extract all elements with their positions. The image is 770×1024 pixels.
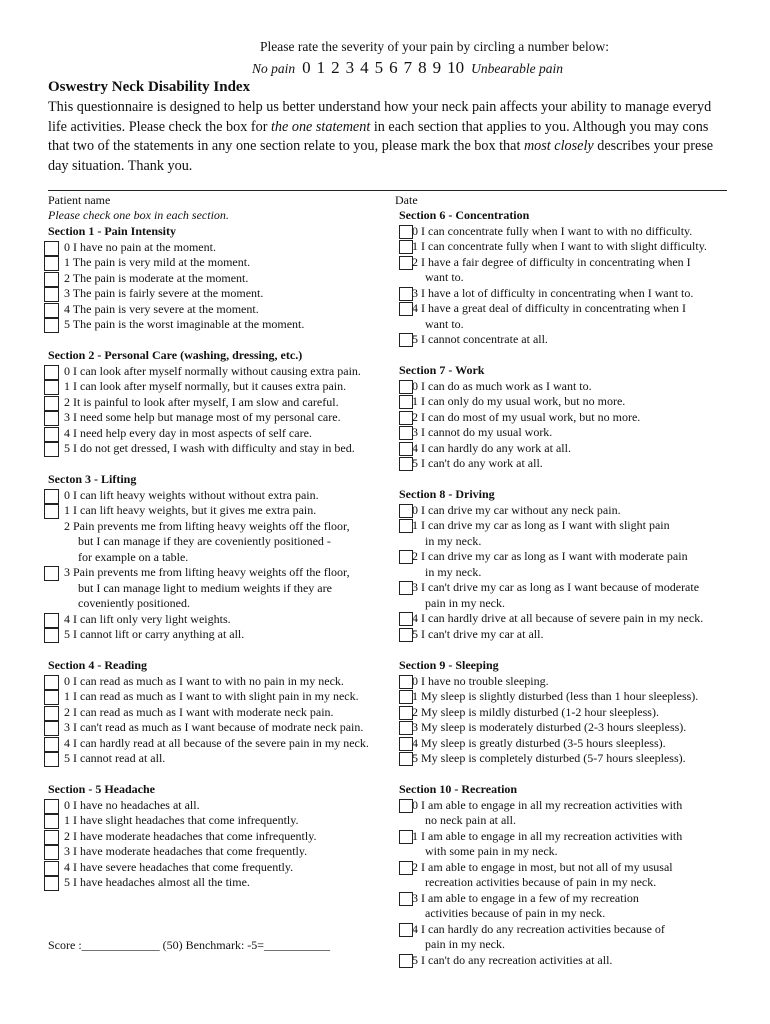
option-text: 5 The pain is the worst imaginable at the moment. <box>64 317 305 331</box>
option-text: 0 I have no trouble sleeping. <box>412 673 549 688</box>
option-text: 2 It is painful to look after myself, I am slow and careful. <box>64 394 339 409</box>
option-text: 3 I need some help but manage most of my personal care. <box>64 410 341 424</box>
option-text: in my neck. <box>425 564 482 579</box>
section-title: Section 9 - Sleeping <box>399 658 499 672</box>
section-title: Section 10 - Recreation <box>399 782 518 796</box>
option-text: pain in my neck. <box>425 937 505 951</box>
section-title: Section 1 - Pain Intensity <box>48 224 177 238</box>
option-checkbox[interactable] <box>399 457 413 471</box>
option-text: 4 My sleep is greatly disturbed (3-5 hours sleepless). <box>412 735 666 750</box>
option-checkbox[interactable] <box>44 845 59 860</box>
score-line: Score :_____________ (50) Benchmark: -5=___________ <box>48 938 331 952</box>
scale-number-10[interactable]: 10 <box>447 58 465 77</box>
option-text: 3 Pain prevents me from lifting heavy weights off the floor, <box>64 565 350 579</box>
option-text: 4 I can hardly drive at all because of severe pain in my neck. <box>412 611 704 625</box>
option-checkbox[interactable] <box>399 225 413 239</box>
option-checkbox[interactable] <box>44 613 59 628</box>
option-checkbox[interactable] <box>399 287 413 301</box>
option-checkbox[interactable] <box>44 489 59 504</box>
option-checkbox[interactable] <box>44 318 59 333</box>
option-text: 4 I have severe headaches that come frequently. <box>64 859 294 874</box>
instruction-note: Please check one box in each section. <box>48 208 229 222</box>
intro-line-1: This questionnaire is designed to help us better understand how your neck pain affects your ability to manage everyd <box>48 99 712 115</box>
option-text: but I can manage if they are coveniently positioned - <box>78 534 331 548</box>
option-checkbox[interactable] <box>399 706 413 720</box>
option-text: 2 I can drive my car as long as I want with moderate pain <box>412 549 688 563</box>
option-text: 2 The pain is moderate at the moment. <box>64 270 249 285</box>
option-checkbox[interactable] <box>44 690 59 705</box>
option-text: 5 I cannot lift or carry anything at all. <box>64 627 245 641</box>
option-checkbox[interactable] <box>44 241 59 256</box>
section-title: Section 2 - Personal Care (washing, dressing, etc.) <box>48 348 303 362</box>
option-text: 1 I am able to engage in all my recreation activities with <box>412 828 683 843</box>
section-title: Section 8 - Driving <box>399 487 495 501</box>
option-text: 5 I cannot read at all. <box>64 751 166 765</box>
right-column <box>399 208 729 978</box>
option-text: 5 I can't do any recreation activities at all. <box>412 952 613 967</box>
scale-number-4[interactable]: 4 <box>360 58 369 77</box>
option-text: 4 I need help every day in most aspects of self care. <box>64 425 312 440</box>
option-text: 4 I can hardly do any recreation activities because of <box>412 921 665 936</box>
option-text: 0 I can do as much work as I want to. <box>412 378 592 393</box>
option-text: 2 I have a fair degree of difficulty in concentrating when I <box>412 254 691 269</box>
option-checkbox[interactable] <box>399 923 413 937</box>
option-checkbox[interactable] <box>399 799 413 813</box>
intro-paragraph <box>48 98 727 176</box>
option-text: 0 I can concentrate fully when I want to with no difficulty. <box>412 223 693 238</box>
option-text: 1 The pain is very mild at the moment. <box>64 255 251 269</box>
option-text: 2 I can read as much as I want with moderate neck pain. <box>64 704 334 719</box>
option-text: 2 I can do most of my usual work, but no more. <box>412 409 641 424</box>
option-text: 3 I can't read as much as I want because of modrate neck pain. <box>64 720 364 734</box>
option-text: 0 I have no pain at the moment. <box>64 239 216 254</box>
option-checkbox[interactable] <box>399 690 413 704</box>
option-checkbox[interactable] <box>399 395 413 409</box>
option-checkbox[interactable] <box>44 396 59 411</box>
option-text: 4 I have a great deal of difficulty in concentrating when I <box>412 301 687 315</box>
option-checkbox[interactable] <box>44 799 59 814</box>
option-checkbox[interactable] <box>44 706 59 721</box>
option-checkbox[interactable] <box>399 830 413 844</box>
scale-low-label: No pain <box>252 61 296 76</box>
section-title: Section - 5 Headache <box>48 782 155 796</box>
option-checkbox[interactable] <box>399 550 413 564</box>
option-text: 4 I can lift only very light weights. <box>64 611 231 626</box>
option-text: 5 I do not get dressed, I wash with difficulty and stay in bed. <box>64 441 355 455</box>
option-checkbox[interactable] <box>399 302 413 316</box>
scale-number-9[interactable]: 9 <box>432 58 442 77</box>
option-text: 3 I cannot do my usual work. <box>412 425 553 439</box>
left-column <box>48 224 393 904</box>
option-text: 4 I can hardly do any work at all. <box>412 440 571 455</box>
option-text: 3 I have moderate headaches that come frequently. <box>64 844 308 858</box>
section-title: Section 6 - Concentration <box>399 208 530 222</box>
option-text: 0 I can look after myself normally without causing extra pain. <box>64 363 361 378</box>
option-checkbox[interactable] <box>44 303 59 318</box>
option-text: 3 The pain is fairly severe at the moment. <box>64 286 264 300</box>
page-title: Oswestry Neck Disability Index <box>48 79 251 95</box>
patient-name-label[interactable]: Patient name <box>48 193 111 207</box>
option-text: with some pain in my neck. <box>425 844 558 858</box>
option-checkbox[interactable] <box>399 256 413 270</box>
option-checkbox[interactable] <box>399 581 413 595</box>
option-text: 0 I can drive my car without any neck pain. <box>412 502 621 517</box>
option-text: but I can manage light to medium weights if they are <box>78 580 332 595</box>
option-text: 1 My sleep is slightly disturbed (less than 1 hour sleepless). <box>412 689 699 703</box>
option-checkbox[interactable] <box>399 954 413 968</box>
option-checkbox[interactable] <box>44 256 59 271</box>
option-text: 3 I have a lot of difficulty in concentrating when I want to. <box>412 285 694 300</box>
option-text: 2 I have moderate headaches that come infrequently. <box>64 828 317 843</box>
option-checkbox[interactable] <box>399 892 413 906</box>
option-checkbox[interactable] <box>399 411 413 425</box>
option-text: 1 I can only do my usual work, but no more. <box>412 394 626 408</box>
option-checkbox[interactable] <box>399 504 413 518</box>
option-checkbox[interactable] <box>44 442 59 457</box>
scale-number-1[interactable]: 1 <box>316 58 326 77</box>
option-checkbox[interactable] <box>44 411 59 426</box>
option-text: 3 I am able to engage in a few of my recreation <box>412 890 639 905</box>
scale-high-label: Unbearable pain <box>471 61 564 76</box>
option-checkbox[interactable] <box>44 272 59 287</box>
divider-rule <box>48 190 727 191</box>
option-checkbox[interactable] <box>399 861 413 875</box>
option-text: in my neck. <box>425 533 482 548</box>
option-checkbox[interactable] <box>44 737 59 752</box>
scale-number-7[interactable]: 7 <box>403 58 413 77</box>
option-text: want to. <box>425 316 464 331</box>
option-checkbox[interactable] <box>399 628 413 642</box>
option-text: 5 I have headaches almost all the time. <box>64 875 250 889</box>
option-checkbox[interactable] <box>44 504 59 519</box>
option-text: 4 The pain is very severe at the moment. <box>64 301 259 316</box>
option-text: 0 I am able to engage in all my recreation activities with <box>412 797 683 812</box>
option-text: for example on a table. <box>78 549 189 564</box>
option-checkbox[interactable] <box>399 333 413 347</box>
option-checkbox[interactable] <box>44 721 59 736</box>
scale-number-5[interactable]: 5 <box>374 58 384 77</box>
scale-number-0[interactable]: 0 <box>302 58 311 77</box>
option-text: 1 I can read as much as I want to with slight pain in my neck. <box>64 689 359 703</box>
section-title: Secton 3 - Lifting <box>48 472 137 486</box>
option-checkbox[interactable] <box>44 380 59 395</box>
option-text: 3 My sleep is moderately disturbed (2-3 hours sleepless). <box>412 720 687 734</box>
option-text: pain in my neck. <box>425 595 505 610</box>
option-checkbox[interactable] <box>44 814 59 829</box>
option-text: 3 I can't drive my car as long as I want because of moderate <box>412 580 700 594</box>
option-checkbox[interactable] <box>399 612 413 626</box>
option-checkbox[interactable] <box>44 427 59 442</box>
option-text: 2 I am able to engage in most, but not all of my ususal <box>412 859 673 874</box>
option-checkbox[interactable] <box>44 287 59 302</box>
option-checkbox[interactable] <box>44 752 59 767</box>
option-text: no neck pain at all. <box>425 813 516 827</box>
pain-scale <box>252 58 563 78</box>
option-text: 0 I can lift heavy weights without without extra pain. <box>64 487 319 502</box>
rating-prompt: Please rate the severity of your pain by circling a number below: <box>260 39 610 54</box>
option-text: 5 I cannot concentrate at all. <box>412 332 548 346</box>
option-text: 1 I can concentrate fully when I want to with slight difficulty. <box>412 239 707 253</box>
section-title: Section 4 - Reading <box>48 658 147 672</box>
intro-line-3: that two of the statements in any one section relate to you, please mark the box that most closely describes your prese <box>48 138 714 154</box>
option-text: 0 I can read as much as I want to with no pain in my neck. <box>64 673 344 688</box>
scale-number-3[interactable]: 3 <box>345 58 355 77</box>
option-checkbox[interactable] <box>399 752 413 766</box>
option-checkbox[interactable] <box>44 628 59 643</box>
option-text: coveniently positioned. <box>78 596 190 610</box>
option-checkbox[interactable] <box>399 380 413 394</box>
option-text: 1 I can drive my car as long as I want with slight pain <box>412 518 670 532</box>
option-text: 0 I have no headaches at all. <box>64 797 200 812</box>
scale-number-8[interactable]: 8 <box>418 58 427 77</box>
option-text: 2 Pain prevents me from lifting heavy weights off the floor, <box>64 518 350 533</box>
option-checkbox[interactable] <box>44 675 59 690</box>
option-checkbox[interactable] <box>44 566 59 581</box>
option-text: 5 I can't do any work at all. <box>412 456 543 470</box>
option-text: 5 My sleep is completely disturbed (5-7 hours sleepless). <box>412 751 686 765</box>
option-checkbox[interactable] <box>44 830 59 845</box>
scale-number-6[interactable]: 6 <box>389 58 398 77</box>
scale-number-2[interactable]: 2 <box>331 58 340 77</box>
option-text: 1 I can lift heavy weights, but it gives me extra pain. <box>64 503 317 517</box>
option-checkbox[interactable] <box>44 365 59 380</box>
option-text: 2 My sleep is mildly disturbed (1-2 hour sleepless). <box>412 704 659 719</box>
option-checkbox[interactable] <box>399 737 413 751</box>
option-checkbox[interactable] <box>399 519 413 533</box>
option-checkbox[interactable] <box>399 442 413 456</box>
option-text: 4 I can hardly read at all because of the severe pain in my neck. <box>64 735 369 750</box>
option-text: 1 I can look after myself normally, but it causes extra pain. <box>64 379 347 393</box>
option-text: activities because of pain in my neck. <box>425 906 606 920</box>
option-checkbox[interactable] <box>399 426 413 440</box>
intro-line-4: day situation. Thank you. <box>48 157 193 174</box>
option-checkbox[interactable] <box>399 721 413 735</box>
section-title: Section 7 - Work <box>399 363 485 377</box>
option-text: 5 I can't drive my car at all. <box>412 626 544 641</box>
option-text: want to. <box>425 270 464 284</box>
option-text: recreation activities because of pain in my neck. <box>425 875 657 889</box>
option-checkbox[interactable] <box>399 240 413 254</box>
option-checkbox[interactable] <box>44 861 59 876</box>
option-checkbox[interactable] <box>399 675 413 689</box>
option-checkbox[interactable] <box>44 876 59 891</box>
date-label[interactable]: Date <box>395 193 418 207</box>
intro-line-2: life activities. Please check the box for the one statement in each section that applies to you. Although you may cons <box>48 118 709 135</box>
option-text: 1 I have slight headaches that come infrequently. <box>64 813 299 827</box>
scale-numbers <box>299 60 467 77</box>
